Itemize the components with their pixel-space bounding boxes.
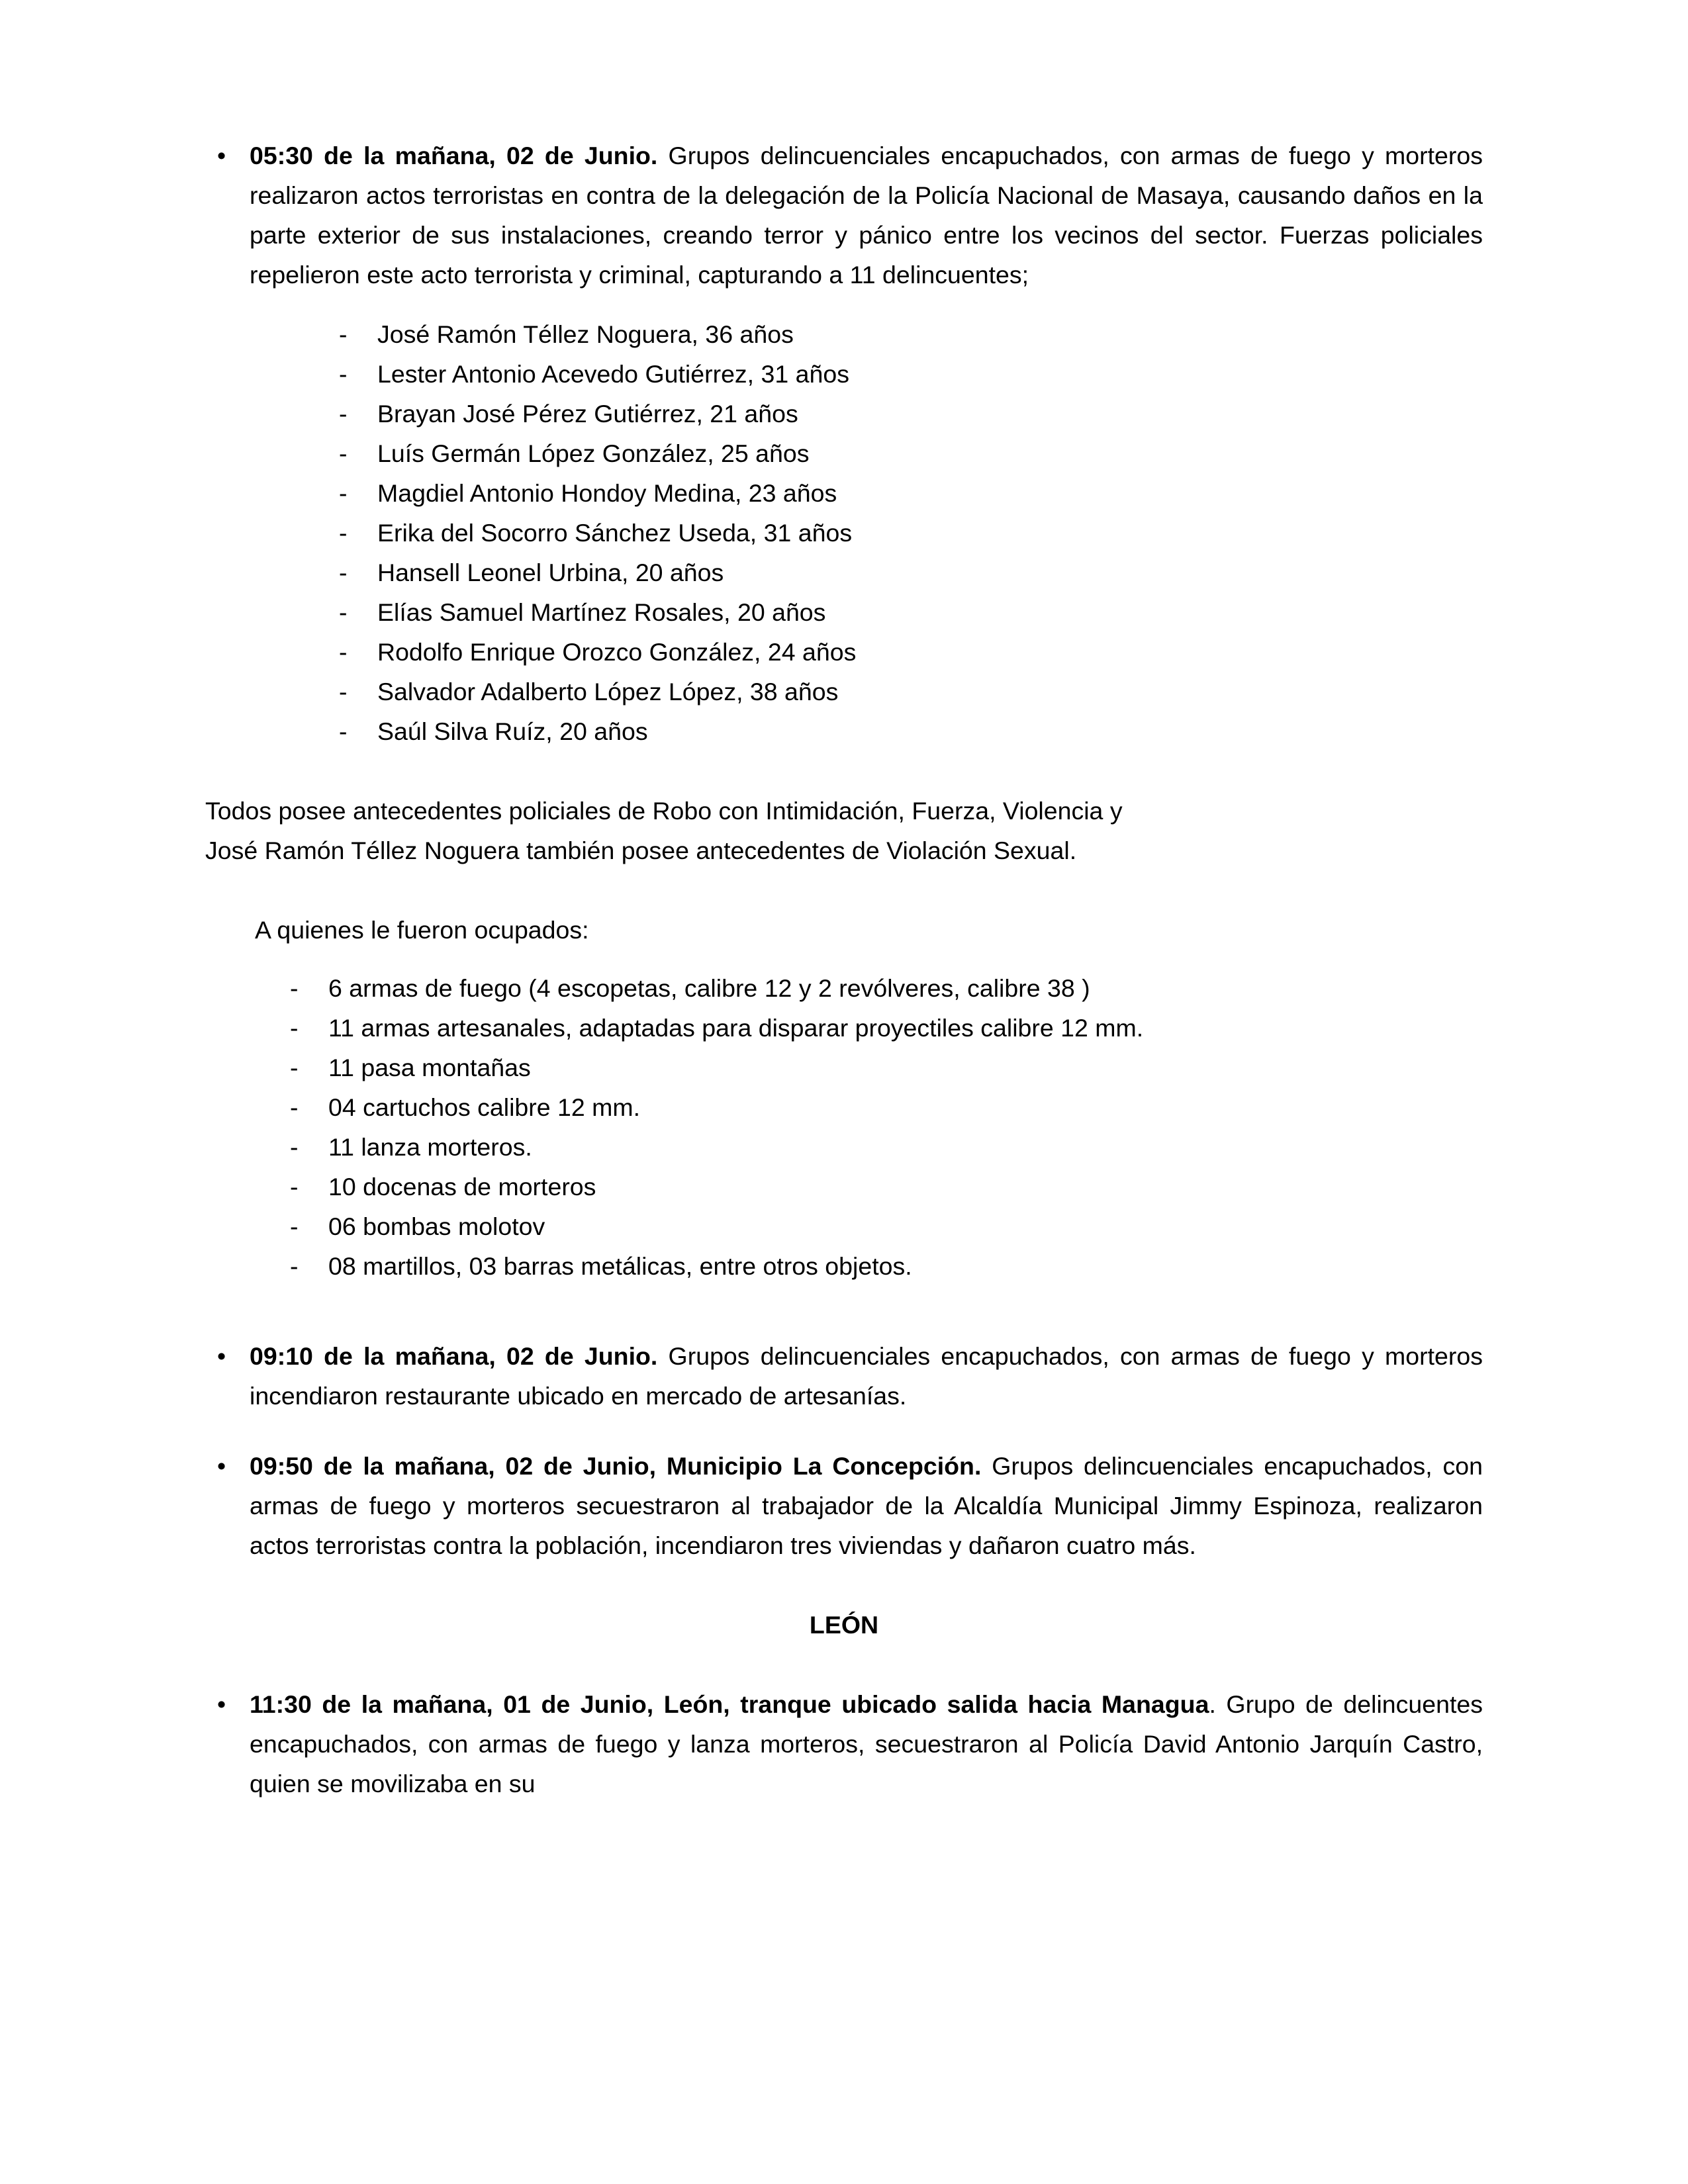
- bullet-entry-1130: [205, 1684, 1483, 1803]
- list-item: [339, 711, 1483, 751]
- dash-marker-icon: -: [290, 1252, 299, 1280]
- bullet-point-icon: •: [217, 1342, 226, 1370]
- seized-items-list: [205, 968, 1483, 1286]
- seized-item: 11 pasa montañas: [328, 1054, 531, 1081]
- bullet-entry-0530: [205, 136, 1483, 295]
- spacer: [205, 870, 1483, 910]
- entry-1130-lead: 11:30 de la mañana, 01 de Junio, León, tranque ubicado salida hacia Managua: [250, 1690, 1209, 1718]
- list-item: [339, 473, 1483, 513]
- detainee-name: Brayan José Pérez Gutiérrez, 21 años: [377, 400, 798, 428]
- dash-marker-icon: -: [339, 598, 348, 626]
- dash-marker-icon: -: [290, 1212, 299, 1240]
- dash-marker-icon: -: [339, 717, 348, 745]
- list-item: [339, 672, 1483, 711]
- dash-marker-icon: -: [290, 1093, 299, 1121]
- dash-marker-icon: -: [290, 1133, 299, 1161]
- dash-marker-icon: -: [339, 678, 348, 705]
- detainee-name: José Ramón Téllez Noguera, 36 años: [377, 320, 794, 348]
- list-item: [339, 354, 1483, 394]
- dash-marker-icon: -: [339, 559, 348, 586]
- seized-item: 6 armas de fuego (4 escopetas, calibre 12 y 2 revólveres, calibre 38 ): [328, 974, 1090, 1002]
- detainee-list: [205, 314, 1483, 751]
- list-item: [339, 513, 1483, 553]
- list-item: [339, 433, 1483, 473]
- list-item: [339, 394, 1483, 433]
- dash-marker-icon: -: [339, 479, 348, 507]
- bullet-entry-0950: [205, 1446, 1483, 1565]
- entry-0530-lead: 05:30 de la mañana, 02 de Junio.: [250, 142, 658, 169]
- dash-marker-icon: -: [339, 320, 348, 348]
- list-item: [290, 1206, 1483, 1246]
- bullet-entry-0530-body: [250, 136, 1483, 295]
- spacer: [205, 1286, 1483, 1336]
- seized-items-intro: A quienes le fueron ocupados:: [255, 916, 589, 944]
- dash-marker-icon: -: [290, 1173, 299, 1201]
- entry-0530-text: Grupos delincuenciales encapuchados, con armas de fuego y morteros realizaron actos terroristas en contra de la delegación de la Policía Nacional de Masaya, causando daños en la parte exterior de sus instalaciones, creando terror y pánico entre los vecinos del sector. Fuerzas policiales repelieron este acto terrorista y criminal, capturando a 11 delincuentes;: [250, 142, 1483, 289]
- seized-item: 08 martillos, 03 barras metálicas, entre otros objetos.: [328, 1252, 912, 1280]
- paragraph-0950: [250, 1446, 1483, 1565]
- list-item: [290, 1127, 1483, 1167]
- region-heading-leon: LEÓN: [809, 1611, 879, 1639]
- bullet-entry-0950-body: [250, 1446, 1483, 1565]
- detainee-name: Saúl Silva Ruíz, 20 años: [377, 717, 648, 745]
- list-item: [290, 1048, 1483, 1087]
- list-item: [290, 1008, 1483, 1048]
- dash-marker-icon: -: [290, 974, 299, 1002]
- list-item: [290, 1087, 1483, 1127]
- entry-0910-lead: 09:10 de la mañana, 02 de Junio.: [250, 1342, 658, 1370]
- dash-marker-icon: -: [339, 519, 348, 547]
- paragraph-0530: [250, 136, 1483, 295]
- bullet-point-icon: •: [217, 1452, 226, 1480]
- paragraph-1130: [250, 1684, 1483, 1803]
- detainee-name: Luís Germán López González, 25 años: [377, 439, 810, 467]
- entry-0950-text: Grupos delincuenciales encapuchados, con armas de fuego y morteros secuestraron al trabajador de la Alcaldía Municipal Jimmy Espinoza, realizaron actos terroristas contra la población, incendiaron tres viviendas y dañaron cuatro más.: [250, 1452, 1483, 1559]
- spacer: [205, 950, 1483, 968]
- spacer: [205, 751, 1483, 791]
- bullet-entry-1130-body: [250, 1684, 1483, 1803]
- bullet-point-icon: •: [217, 142, 226, 169]
- seized-item: 04 cartuchos calibre 12 mm.: [328, 1093, 641, 1121]
- dash-marker-icon: -: [339, 400, 348, 428]
- detainee-name: Lester Antonio Acevedo Gutiérrez, 31 años: [377, 360, 849, 388]
- entry-1130-text: . Grupo de delincuentes encapuchados, con armas de fuego y lanza morteros, secuestraron al Policía David Antonio Jarquín Castro, quien se movilizaba en su: [250, 1690, 1483, 1797]
- seized-item: 06 bombas molotov: [328, 1212, 545, 1240]
- detainee-name: Elías Samuel Martínez Rosales, 20 años: [377, 598, 826, 626]
- list-item: [339, 592, 1483, 632]
- list-item: [290, 1246, 1483, 1286]
- spacer: [205, 1565, 1483, 1605]
- records-note-line-2: José Ramón Téllez Noguera también posee antecedentes de Violación Sexual.: [205, 837, 1077, 864]
- dash-marker-icon: -: [290, 1014, 299, 1042]
- list-item: [290, 1167, 1483, 1206]
- criminal-records-note: [205, 791, 1483, 870]
- detainee-name: Rodolfo Enrique Orozco González, 24 años: [377, 638, 857, 666]
- bullet-entry-0910-body: [250, 1336, 1483, 1416]
- seized-item: 10 docenas de morteros: [328, 1173, 596, 1201]
- dash-marker-icon: -: [339, 638, 348, 666]
- spacer: [205, 1416, 1483, 1446]
- dash-marker-icon: -: [339, 439, 348, 467]
- detainee-name: Erika del Socorro Sánchez Useda, 31 años: [377, 519, 853, 547]
- seized-item: 11 lanza morteros.: [328, 1133, 532, 1161]
- detainee-name: Hansell Leonel Urbina, 20 años: [377, 559, 724, 586]
- bullet-entry-0910: [205, 1336, 1483, 1416]
- spacer: [205, 1645, 1483, 1684]
- list-item: [339, 314, 1483, 354]
- entry-0950-lead: 09:50 de la mañana, 02 de Junio, Municipio La Concepción.: [250, 1452, 982, 1480]
- bullet-point-icon: •: [217, 1690, 226, 1718]
- detainee-name: Magdiel Antonio Hondoy Medina, 23 años: [377, 479, 837, 507]
- detainee-name: Salvador Adalberto López López, 38 años: [377, 678, 839, 705]
- paragraph-0910: [250, 1336, 1483, 1416]
- list-item: [290, 968, 1483, 1008]
- entry-0910-text: Grupos delincuenciales encapuchados, con armas de fuego y morteros incendiaron restaurante ubicado en mercado de artesanías.: [250, 1342, 1483, 1410]
- list-item: [339, 553, 1483, 592]
- dash-marker-icon: -: [290, 1054, 299, 1081]
- seized-item: 11 armas artesanales, adaptadas para disparar proyectiles calibre 12 mm.: [328, 1014, 1144, 1042]
- list-item: [339, 632, 1483, 672]
- dash-marker-icon: -: [339, 360, 348, 388]
- records-note-line-1: Todos posee antecedentes policiales de Robo con Intimidación, Fuerza, Violencia y: [205, 797, 1123, 825]
